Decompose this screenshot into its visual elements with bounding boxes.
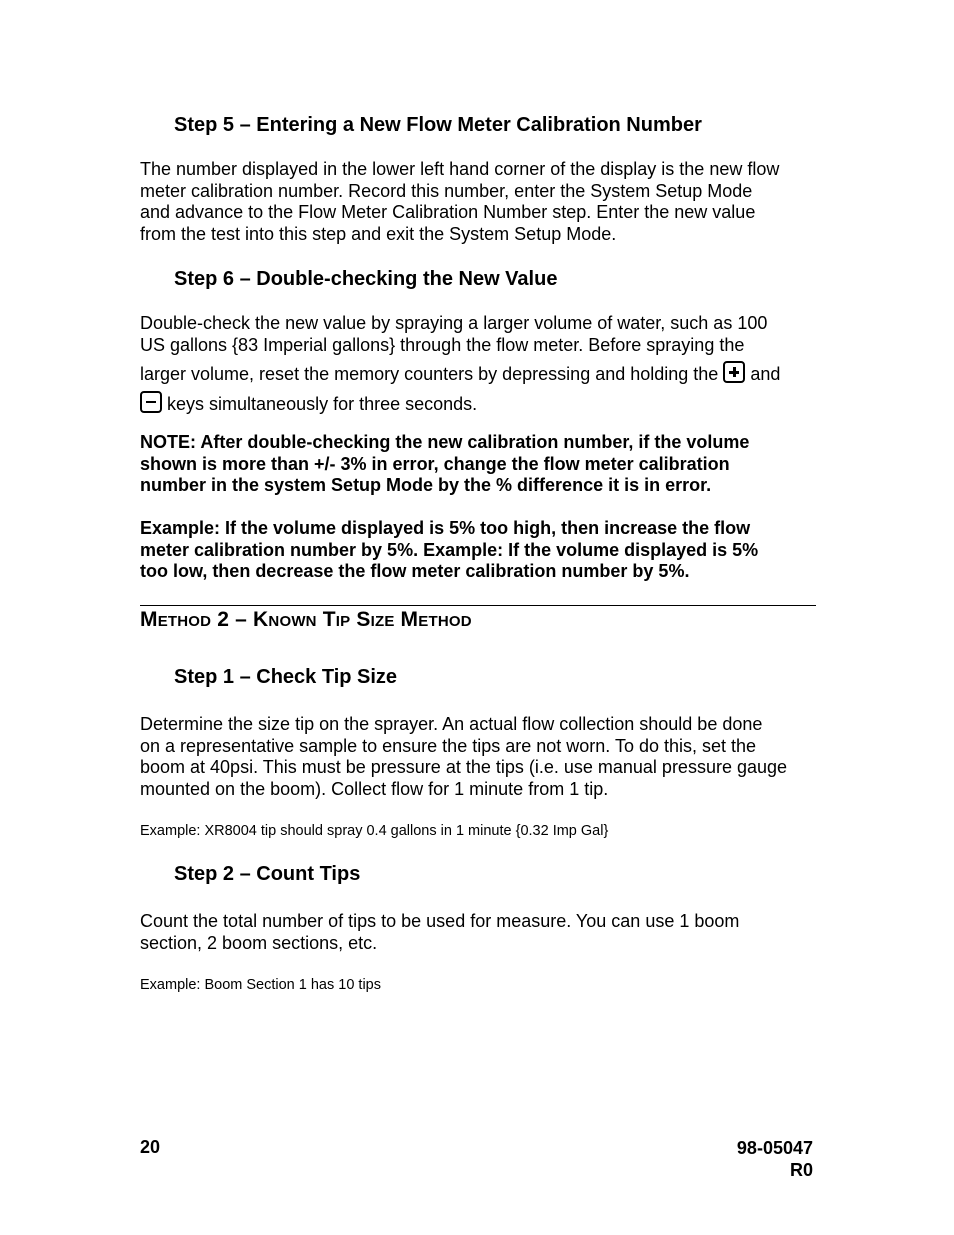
m2-step2-line: section, 2 boom sections, etc. bbox=[140, 932, 378, 953]
m2-step1-line: boom at 40psi. This must be pressure at the tips (i.e. use manual pressure gauge bbox=[140, 757, 788, 778]
method-divider bbox=[140, 605, 816, 606]
example-line: meter calibration number by 5%. Example: If the volume displayed is 5% bbox=[140, 539, 759, 560]
step6-heading: Step 6 – Double-checking the New Value bbox=[174, 268, 558, 290]
revision: R0 bbox=[789, 1160, 813, 1180]
minus-key-icon bbox=[140, 391, 162, 413]
m2-step1-line: on a representative sample to ensure the tips are not worn. To do this, set the bbox=[140, 735, 757, 756]
step6-line: Double-check the new value by spraying a larger volume of water, such as 100 bbox=[140, 313, 768, 333]
step5-line: The number displayed in the lower left hand corner of the display is the new flow bbox=[140, 159, 780, 179]
step6-line: US gallons {83 Imperial gallons} through the flow meter. Before spraying the bbox=[140, 334, 745, 355]
step5-line: from the test into this step and exit the System Setup Mode. bbox=[140, 223, 617, 244]
m2-step2-line: Count the total number of tips to be used for measure. You can use 1 boom bbox=[140, 911, 740, 931]
step5-line: meter calibration number. Record this number, enter the System Setup Mode bbox=[140, 180, 753, 201]
note-line: NOTE: After double-checking the new calibration number, if the volume bbox=[140, 432, 750, 452]
doc-id-block bbox=[737, 1137, 813, 1181]
m2-step2-heading: Step 2 – Count Tips bbox=[174, 863, 361, 885]
step5-line: and advance to the Flow Meter Calibration Number step. Enter the new value bbox=[140, 202, 756, 223]
step6-line bbox=[140, 361, 820, 386]
m2-step1-example: Example: XR8004 tip should spray 0.4 gallons in 1 minute {0.32 Imp Gal} bbox=[140, 823, 609, 839]
m2-step1-line: mounted on the boom). Collect flow for 1 minute from 1 tip. bbox=[140, 778, 609, 799]
step5-heading: Step 5 – Entering a New Flow Meter Calibration Number bbox=[174, 114, 702, 136]
page-number: 20 bbox=[140, 1137, 161, 1157]
step6-line4-text: keys simultaneously for three seconds. bbox=[167, 393, 478, 414]
m2-step1-line: Determine the size tip on the sprayer. An actual flow collection should be done bbox=[140, 714, 763, 734]
example-paragraph bbox=[140, 518, 820, 583]
step6-line3-and: and bbox=[750, 364, 781, 385]
doc-number: 98-05047 bbox=[736, 1138, 813, 1158]
method2-heading: Method 2 – Known Tip Size Method bbox=[140, 608, 472, 631]
example-line: Example: If the volume displayed is 5% too high, then increase the flow bbox=[140, 518, 751, 538]
step6-line3-text: larger volume, reset the memory counters by depressing and holding the bbox=[140, 364, 719, 385]
example-line: too low, then decrease the flow meter calibration number by 5%. bbox=[140, 561, 690, 582]
m2-step2-example: Example: Boom Section 1 has 10 tips bbox=[140, 977, 381, 993]
step6-line bbox=[140, 391, 820, 416]
note-line: shown is more than +/- 3% in error, change the flow meter calibration bbox=[140, 453, 730, 474]
m2-step1-heading: Step 1 – Check Tip Size bbox=[174, 666, 398, 688]
note-paragraph bbox=[140, 432, 820, 497]
step6-paragraph bbox=[140, 313, 820, 415]
note-line: number in the system Setup Mode by the % difference it is in error. bbox=[140, 475, 712, 496]
plus-key-icon bbox=[723, 361, 745, 383]
step5-paragraph bbox=[140, 159, 820, 245]
m2-step1-paragraph bbox=[140, 714, 820, 800]
m2-step2-paragraph bbox=[140, 911, 820, 954]
